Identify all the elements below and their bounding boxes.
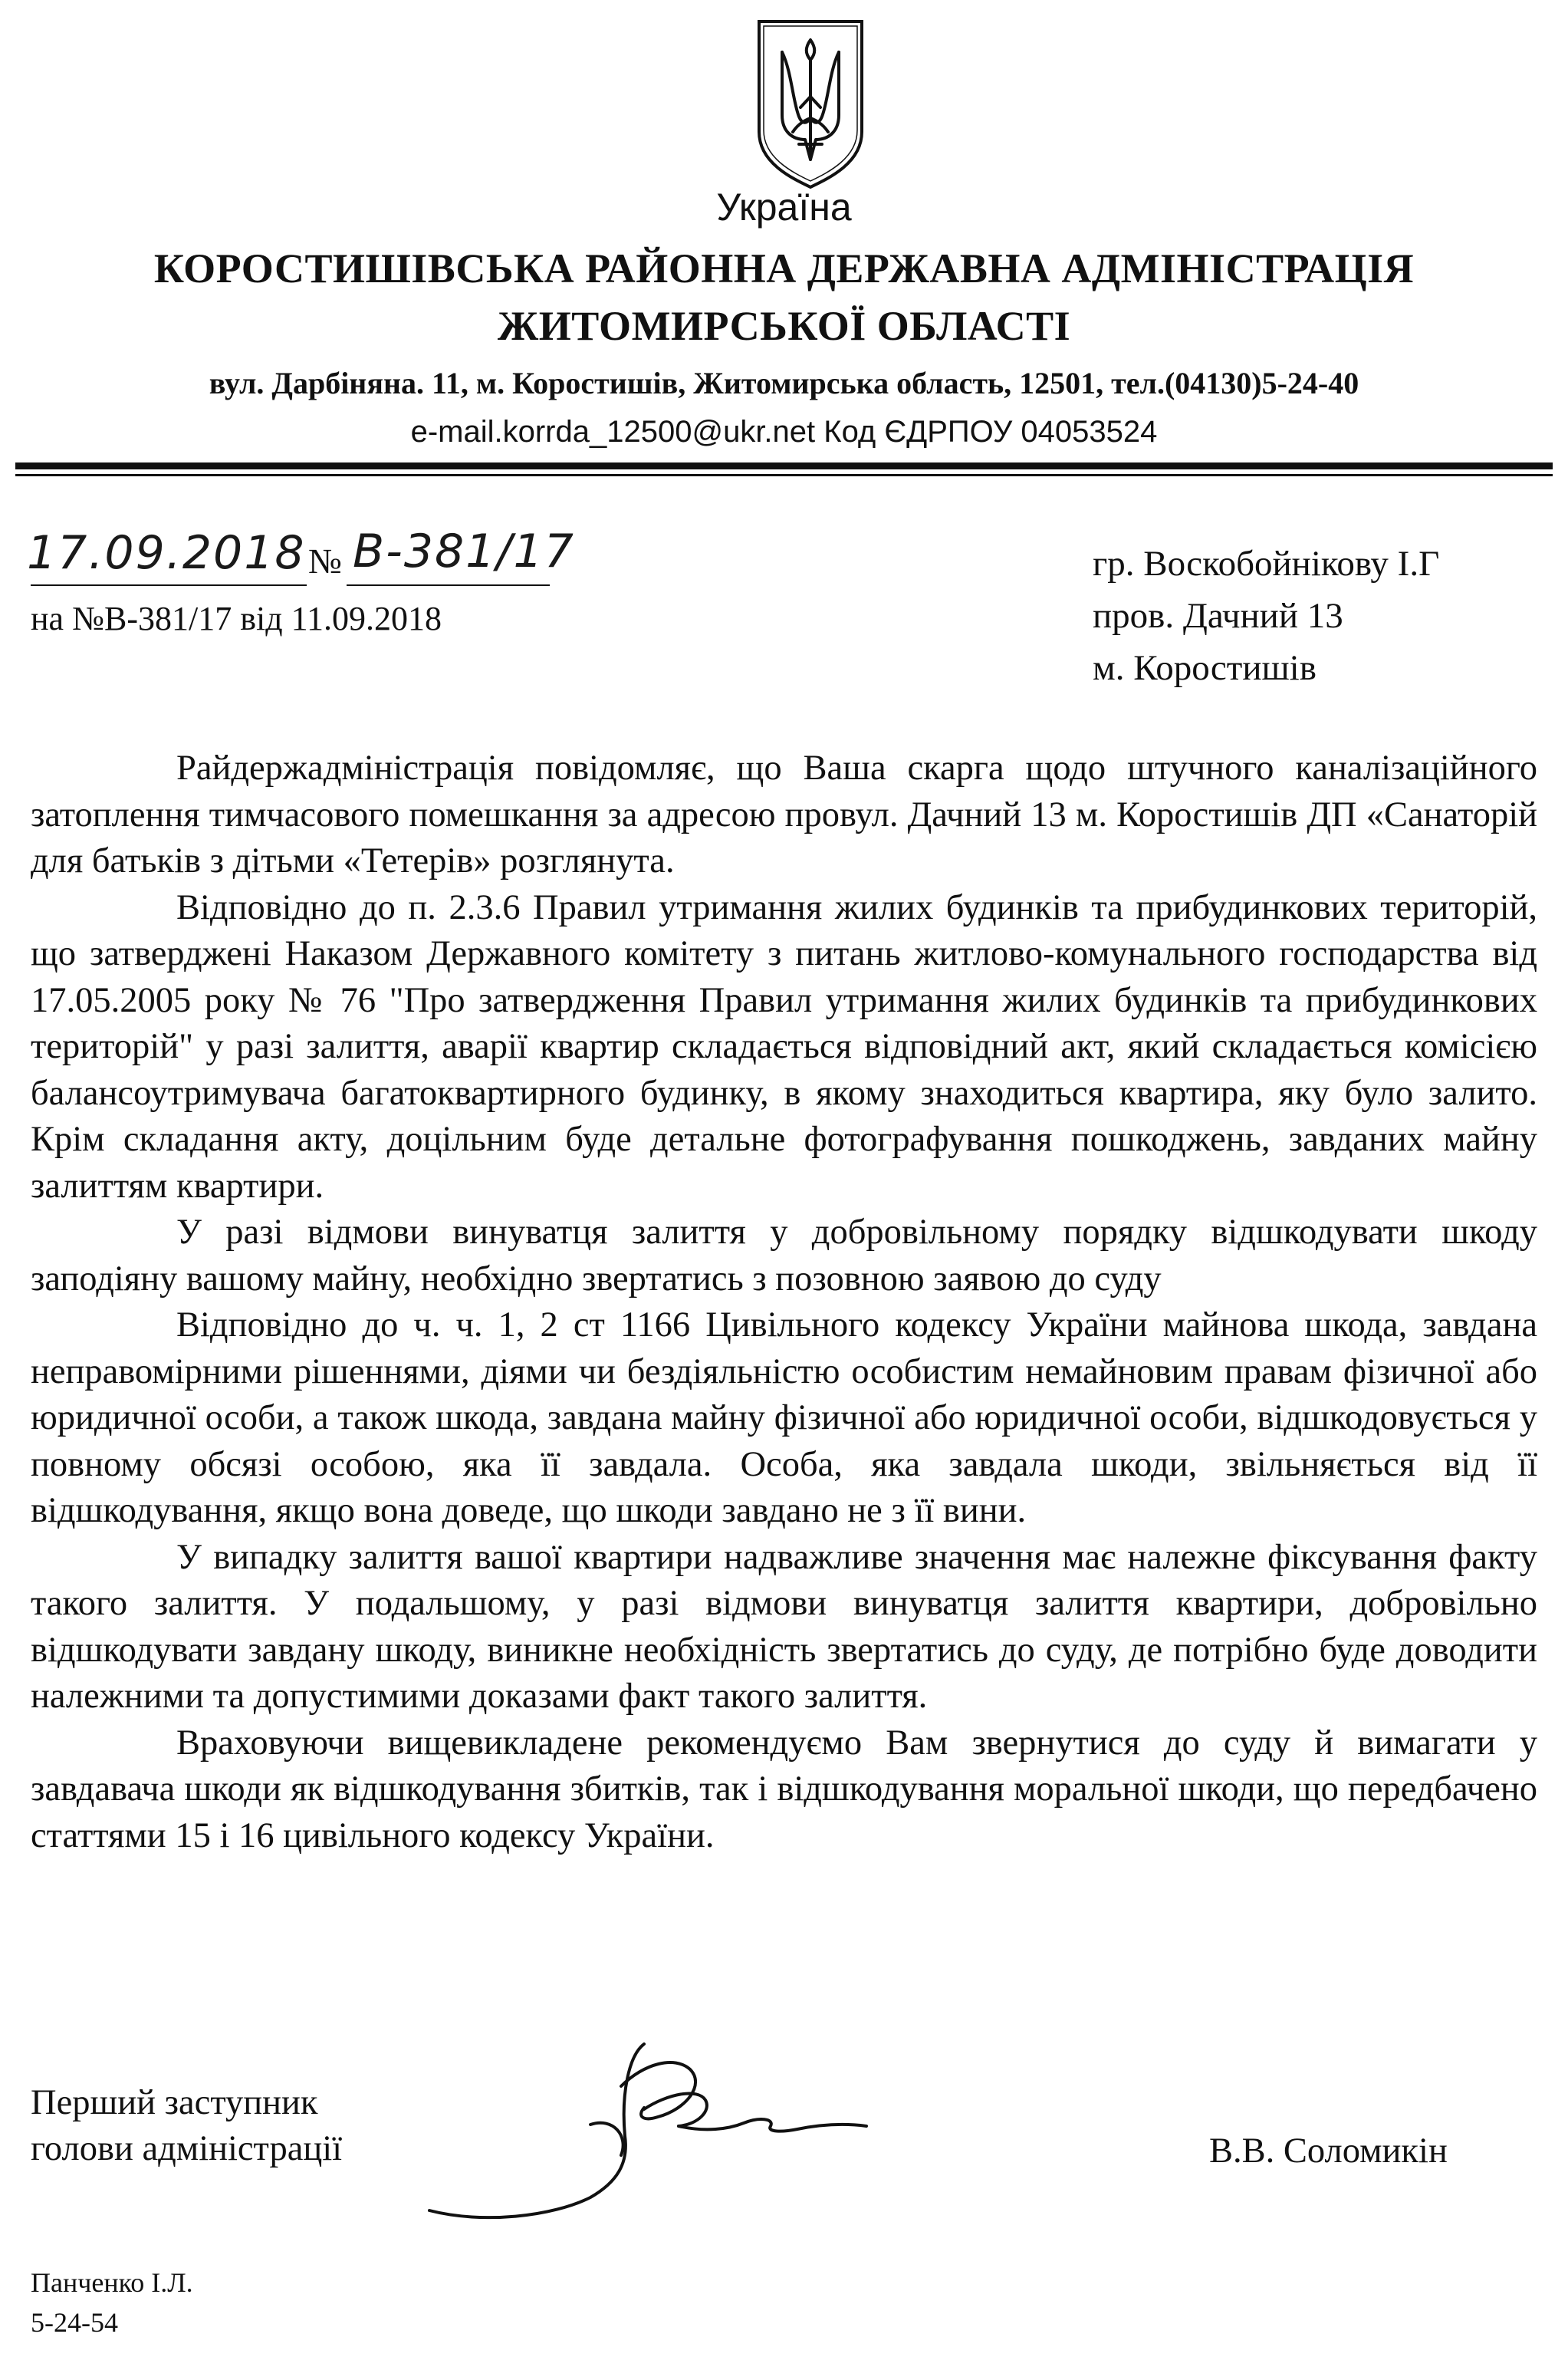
executor-block bbox=[31, 2263, 193, 2342]
signer-name: В.В. Соломикін bbox=[1209, 2131, 1448, 2171]
recipient-city: м. Коростишів bbox=[1093, 648, 1317, 688]
in-reply-to: на №В-381/17 від 11.09.2018 bbox=[31, 600, 442, 637]
recipient-block bbox=[1093, 538, 1439, 694]
number-sign: № bbox=[308, 541, 342, 581]
signer-position-line1: Перший заступник bbox=[31, 2083, 318, 2122]
header-divider-thin bbox=[15, 474, 1553, 476]
country-name: Україна bbox=[716, 186, 852, 229]
organization-name-line2: ЖИТОМИРСЬКОЇ ОБЛАСТІ bbox=[497, 303, 1071, 349]
outgoing-date-handwritten: 17.09.2018 bbox=[27, 526, 306, 580]
body-paragraph: Відповідно до п. 2.3.6 Правил утримання жилих будинків та прибудинкових територій, що затверджені Наказом Державного комітету з питань житлово-комунального господарства від 17.05.2005 року № 76 "Про затвердження Правил утримання жилих будинків та прибудинкових територій" у разі залиття, аварії квартир складається відповідний акт, який складається комісією балансоутримувача багатоквартирного будинку, в якому знаходиться квартира, яку було залито. Крім складання акту, доцільним буде детальне фотографування пошкоджень, завданих майну залиттям квартири. bbox=[31, 887, 1537, 1206]
body-paragraph: У випадку залиття вашої квартири надважливе значення має належне фіксування факту такого залиття. У подальшому, у разі відмови винуватця залиття квартири, добровільно відшкодувати завдану шкоду, виникне необхідність звертатись до суду, де потрібно буде доводити належними та допустимими доказами факт такого залиття. bbox=[31, 1537, 1537, 1716]
executor-name: Панченко І.Л. bbox=[31, 2267, 193, 2298]
signer-position bbox=[31, 2080, 342, 2172]
handwritten-signature-icon bbox=[414, 2002, 889, 2232]
body-paragraph: У разі відмови винуватця залиття у добровільному порядку відшкодувати шкоду заподіяну вашому майну, необхідно звертатись з позовною заявою до суду bbox=[31, 1213, 1537, 1299]
body-paragraph: Райдержадміністрація повідомляє, що Ваша скарга щодо штучного каналізаційного затоплення тимчасового помешкання за адресою провул. Дачний 13 м. Коростишів ДП «Санаторій для батьків з дітьми «Тетерів» розглянута. bbox=[31, 749, 1537, 881]
outgoing-number-handwritten: В-381/17 bbox=[353, 525, 575, 578]
body-paragraph: Відповідно до ч. ч. 1, 2 ст 1166 Цивільного кодексу України майнова шкода, завдана неправомірними рішеннями, діями чи бездіяльністю особистим немайновим правам фізичної або юридичної особи, а також шкода, завдана майну фізичної або юридичної особи, відшкодовується у повному обсязі особою, яка її завдала. Особа, яка завдала шкоди, звільняється від її відшкодування, якщо вона доведе, що шкоди завдано не з її вини. bbox=[31, 1305, 1537, 1530]
date-underline bbox=[31, 584, 307, 586]
letter-body bbox=[31, 746, 1537, 1859]
recipient-name: гр. Воскобойнікову І.Г bbox=[1093, 544, 1440, 584]
signer-position-line2: голови адміністрації bbox=[31, 2129, 343, 2168]
executor-phone: 5-24-54 bbox=[31, 2307, 118, 2338]
coat-of-arms-icon bbox=[753, 17, 868, 192]
organization-address: вул. Дарбіняна. 11, м. Коростишів, Житомирська область, 12501, тел.(04130)5-24-40 bbox=[209, 366, 1359, 400]
number-underline bbox=[347, 584, 550, 586]
header-divider-thick bbox=[15, 462, 1553, 469]
organization-name-line1: КОРОСТИШІВСЬКА РАЙОННА ДЕРЖАВНА АДМІНІСТРАЦІЯ bbox=[153, 245, 1415, 291]
recipient-street: пров. Дачний 13 bbox=[1093, 596, 1343, 636]
organization-contacts: e-mail.korrda_12500@ukr.net Код ЄДРПОУ 04053524 bbox=[410, 415, 1158, 449]
body-paragraph: Враховуючи вищевикладене рекомендуємо Вам звернутися до суду й вимагати у завдавача шкоди як відшкодування збитків, так і відшкодування моральної шкоди, що передбачено статтями 15 і 16 цивільного кодексу України. bbox=[31, 1723, 1537, 1855]
